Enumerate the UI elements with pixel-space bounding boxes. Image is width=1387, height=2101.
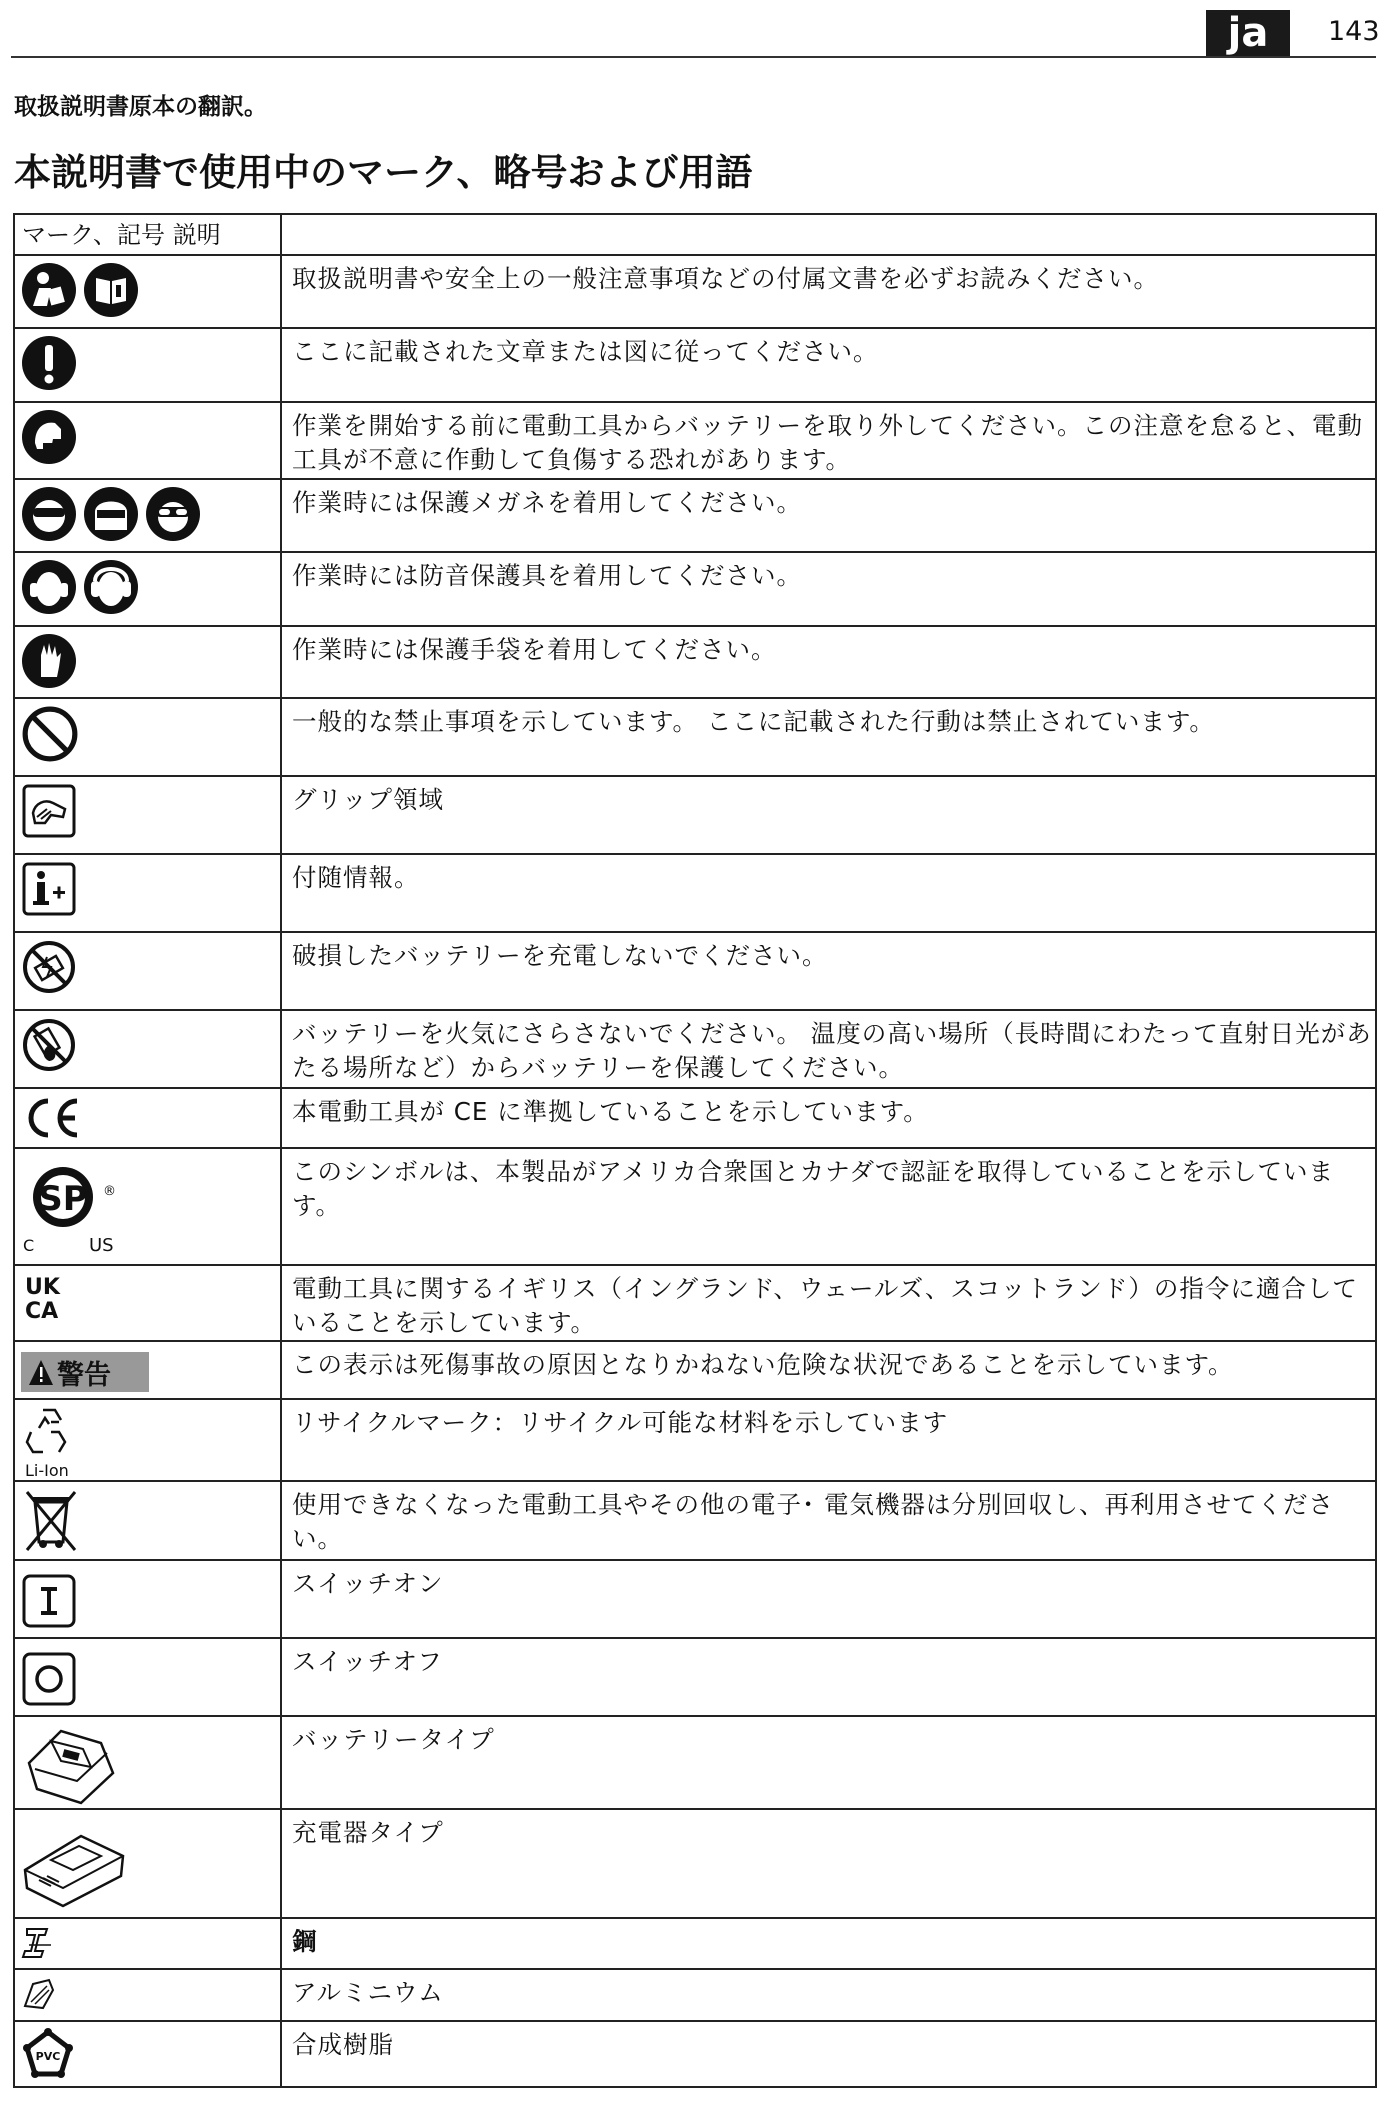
table-row	[14, 1809, 1376, 1918]
safety-glasses-icon	[21, 486, 77, 542]
battery-type-icon	[21, 1723, 121, 1807]
csa-label: SP	[38, 1179, 88, 1219]
table-row	[14, 1088, 1376, 1148]
ear-muffs-icon	[83, 559, 139, 615]
info-plus-icon	[21, 861, 77, 917]
switch-on-icon	[21, 1573, 77, 1629]
pvc-icon	[21, 2028, 75, 2082]
col-header-empty	[281, 214, 1376, 255]
table-row	[14, 1918, 1376, 1969]
row-text: 作業を開始する前に電動工具からバッテリーを取り外してください。この注意を怠ると、電動工具が不意に作動して負傷する恐れがあります。	[281, 402, 1376, 479]
table-row	[14, 1969, 1376, 2021]
no-charge-damaged-battery-icon	[21, 939, 77, 995]
row-text: リサイクルマーク：リサイクル可能な材料を示しています	[281, 1399, 1376, 1481]
table-row	[14, 1341, 1376, 1399]
page-title: 本説明書で使用中のマーク、略号および用語	[14, 151, 753, 194]
csa-mark-icon	[21, 1155, 131, 1255]
col2-header: 説明	[172, 221, 221, 249]
table-row	[14, 1265, 1376, 1341]
table-row	[14, 1638, 1376, 1716]
table-row	[14, 1148, 1376, 1265]
table-row	[14, 776, 1376, 854]
warning-label-text: 警告	[57, 1360, 111, 1391]
exclamation-icon	[21, 335, 77, 391]
aluminium-icon	[21, 1976, 57, 2012]
prohibition-icon	[21, 705, 79, 763]
row-text: 付随情報。	[281, 854, 1376, 932]
csa-c-label: C	[23, 1236, 35, 1255]
row-text: 充電器タイプ	[281, 1809, 1376, 1918]
switch-off-icon	[21, 1651, 77, 1707]
face-shield-icon	[83, 486, 139, 542]
row-text: 作業時には防音保護具を着用してください。	[281, 552, 1376, 626]
table-row	[14, 698, 1376, 776]
ce-mark-icon	[21, 1095, 83, 1141]
row-text: 電動工具に関するイギリス（イングランド、ウェールズ、スコットランド）の指令に適合していることを示しています。	[281, 1265, 1376, 1341]
table-row	[14, 626, 1376, 698]
table-row	[14, 1716, 1376, 1809]
row-text: ここに記載された文章または図に従ってください。	[281, 328, 1376, 402]
row-text: この表示は死傷事故の原因となりかねない危険な状況であることを示しています。	[281, 1341, 1376, 1399]
ear-protection-icon	[21, 559, 77, 615]
table-row	[14, 552, 1376, 626]
table-row	[14, 1560, 1376, 1638]
row-text: バッテリーを火気にさらさないでください。 温度の高い場所（長時間にわたって直射日光があたる場所など）からバッテリーを保護してください。	[281, 1010, 1376, 1088]
table-row	[14, 932, 1376, 1010]
recycle-li-ion-icon	[21, 1406, 85, 1480]
col-header-cell	[14, 214, 281, 255]
row-text: スイッチオン	[281, 1560, 1376, 1638]
manual-book-icon	[83, 262, 139, 318]
ukca-uk-label: UK	[25, 1275, 60, 1300]
document-subtitle: 取扱説明書原本の翻訳。	[14, 94, 267, 120]
recycle-label: Li-Ion	[25, 1461, 69, 1480]
header-rule	[11, 56, 1376, 58]
row-text: 鋼	[281, 1918, 1376, 1969]
row-text: スイッチオフ	[281, 1638, 1376, 1716]
col1-header: マーク、記号	[22, 221, 166, 249]
row-text: グリップ領域	[281, 776, 1376, 854]
language-tab: ja	[1206, 10, 1290, 57]
ukca-ca-label: CA	[25, 1299, 59, 1322]
row-text: 一般的な禁止事項を示しています。 ここに記載された行動は禁止されています。	[281, 698, 1376, 776]
page-number: 143	[1328, 16, 1380, 47]
row-text: このシンボルは、本製品がアメリカ合衆国とカナダで認証を取得していることを示しています。	[281, 1148, 1376, 1265]
goggles-icon	[145, 486, 201, 542]
row-text: 合成樹脂	[281, 2021, 1376, 2087]
row-text: 破損したバッテリーを充電しないでください。	[281, 932, 1376, 1010]
row-text: バッテリータイプ	[281, 1716, 1376, 1809]
charger-type-icon	[21, 1830, 127, 1910]
steel-icon	[21, 1925, 57, 1961]
row-text: 作業時には保護メガネを着用してください。	[281, 479, 1376, 552]
grip-area-icon	[21, 783, 77, 839]
row-text: 取扱説明書や安全上の一般注意事項などの付属文書を必ずお読みください。	[281, 255, 1376, 328]
table-row	[14, 402, 1376, 479]
csa-registered: ®	[103, 1184, 116, 1199]
table-row	[14, 1481, 1376, 1560]
table-row	[14, 854, 1376, 932]
table-row	[14, 2021, 1376, 2087]
read-manual-icon	[21, 262, 77, 318]
weee-bin-icon	[21, 1488, 81, 1552]
table-row	[14, 328, 1376, 402]
table-row	[14, 1010, 1376, 1088]
row-text: 本電動工具が CE に準拠していることを示しています。	[281, 1088, 1376, 1148]
table-row	[14, 1399, 1376, 1481]
csa-us-label: US	[89, 1235, 114, 1255]
table-row	[14, 479, 1376, 552]
row-text: 作業時には保護手袋を着用してください。	[281, 626, 1376, 698]
no-fire-battery-icon	[21, 1017, 77, 1073]
row-text: アルミニウム	[281, 1969, 1376, 2021]
pvc-label: PVC	[35, 2050, 61, 2063]
table-row	[14, 255, 1376, 328]
ukca-mark-icon	[25, 1272, 69, 1322]
remove-battery-icon	[21, 409, 77, 465]
gloves-icon	[21, 633, 77, 689]
row-text: 使用できなくなった電動工具やその他の電子･ 電気機器は分別回収し、再利用させてください。	[281, 1481, 1376, 1560]
table-header-row	[14, 214, 1376, 255]
warning-label-icon	[21, 1352, 149, 1392]
symbols-table	[13, 213, 1377, 2088]
